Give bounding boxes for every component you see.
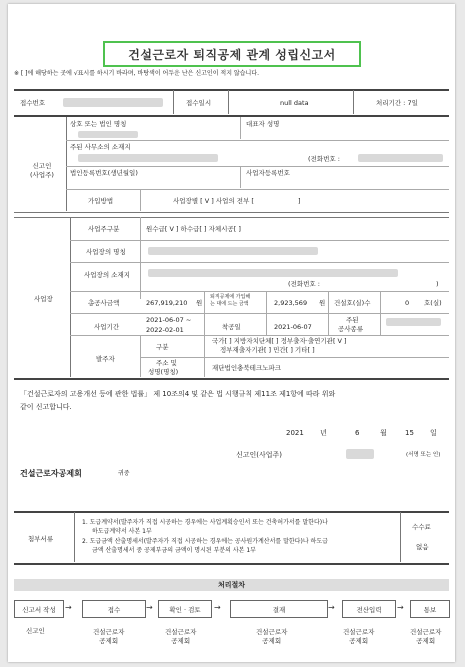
- attachment-1b: 하도급계약서 사본 1부: [92, 528, 152, 535]
- declarant-section-label: 신고인 (사업주): [30, 162, 54, 180]
- total-cost-label: 총공사금액: [88, 299, 120, 307]
- total-cost-unit: 원: [196, 299, 203, 307]
- orderer-address-label-1: 주소 및: [156, 359, 177, 367]
- office-phone-label: (전화번호 :: [308, 155, 340, 163]
- arrow-right-icon: →: [214, 603, 221, 612]
- start-date-value: 2021-06-07: [274, 323, 312, 331]
- recipient-name: 건설근로자공제회: [20, 469, 82, 478]
- rule: [14, 89, 449, 91]
- office-address-label: 주된 사무소의 소재지: [70, 143, 131, 151]
- representative-label: 대표자 성명: [246, 120, 280, 128]
- actor-association: 건설근로자 공제회: [256, 628, 288, 646]
- building-count-label: 건설호(실)수: [334, 299, 371, 307]
- arrow-right-icon: →: [397, 603, 404, 612]
- business-reg-label: 사업자등록번호: [246, 169, 290, 177]
- orderer-label: 발주자: [96, 355, 115, 363]
- building-count-unit: 호(실): [424, 299, 442, 307]
- retirement-unit: 원: [319, 299, 326, 307]
- date-day-unit: 일: [430, 429, 437, 437]
- company-name-label: 상호 또는 법인 명칭: [70, 120, 127, 128]
- work-type-label-1: 주된: [346, 316, 359, 324]
- attachment-2a: 2. 도급금액 산출명세서(발주자가 직접 시공하는 경우에는 공사원가계산서를 말한다)나 하도급: [82, 538, 328, 545]
- attachments-label: 첨부서류: [28, 535, 54, 543]
- start-date-label: 착공일: [222, 323, 241, 331]
- orderer-address-value: 재단법인충북테크노파크: [212, 364, 282, 372]
- site-phone-close: ): [436, 280, 439, 288]
- date-day: 15: [405, 429, 414, 437]
- signer-label: 신고인(사업주): [236, 451, 283, 459]
- joined-value: 사업장별 [ V ] 사업의 전부 [: [173, 197, 254, 205]
- orderer-type-label: 구분: [156, 343, 169, 351]
- date-year: 2021: [286, 429, 304, 437]
- signature-hint: (서명 또는 인): [406, 452, 441, 458]
- project-period-end: 2022-02-01: [146, 326, 184, 334]
- statement-line-1: 「건설근로자의 고용개선 등에 관한 법률」 제 10조의4 및 같은 법 시행규칙 제11조 제1항에 따라 위와: [20, 390, 336, 398]
- joined-label: 가입방법: [88, 197, 114, 205]
- actor-declarant: 신고인: [26, 627, 45, 635]
- orderer-type-row-2: 정부재출자기관[ ] 민간[ ] 기타[ ]: [220, 346, 315, 354]
- actor-association: 건설근로자 공제회: [93, 628, 125, 646]
- redacted-site-address: [148, 269, 398, 277]
- employer-type-value: 원수급[ V ] 하수급[ ] 자체시공[ ]: [146, 225, 241, 233]
- step-approval: 결재: [230, 600, 328, 618]
- processing-period: 처리기간 : 7일: [376, 99, 418, 107]
- document-page: [8, 4, 455, 662]
- work-type-label-2: 공사종류: [338, 325, 364, 333]
- arrow-right-icon: →: [65, 603, 72, 612]
- redacted-receipt-number: [63, 98, 163, 107]
- date-month: 6: [355, 429, 360, 437]
- actor-association: 건설근로자 공제회: [165, 628, 197, 646]
- process-title: 처리절차: [14, 579, 449, 591]
- corp-reg-label: 법인등록번호(생년월일): [70, 169, 138, 177]
- site-phone-label: (전화번호 :: [288, 280, 320, 288]
- site-section-label: 사업장: [34, 295, 53, 303]
- retirement-value: 2,923,569: [274, 299, 308, 307]
- retirement-label-1: 퇴직공제에 가입해: [210, 294, 251, 300]
- redacted-signer-name: [346, 449, 374, 459]
- project-period-start: 2021-06-07 ~: [146, 316, 192, 324]
- fee-label: 수수료: [412, 523, 431, 531]
- redacted-office-address: [78, 154, 218, 162]
- redacted-office-phone: [358, 154, 443, 162]
- step-data-entry: 전산입력: [342, 600, 396, 618]
- form-title: 건설근로자 퇴직공제 관계 성립신고서: [103, 41, 361, 67]
- actor-association: 건설근로자 공제회: [343, 628, 375, 646]
- actor-association: 건설근로자 공제회: [410, 628, 442, 646]
- site-address-label: 사업장의 소재지: [84, 271, 131, 279]
- joined-close: ]: [298, 197, 301, 205]
- step-write-form: 신고서 작성: [14, 600, 64, 618]
- statement-line-2: 같이 신고합니다.: [20, 403, 72, 411]
- employer-type-label: 사업주구분: [88, 225, 120, 233]
- total-cost-value: 267,919,210: [146, 299, 188, 307]
- site-name-label: 사업장의 명칭: [86, 248, 126, 256]
- arrow-right-icon: →: [146, 603, 153, 612]
- arrow-right-icon: →: [328, 603, 335, 612]
- recipient-suffix: 귀중: [118, 470, 130, 477]
- date-month-unit: 월: [380, 429, 387, 437]
- fee-value: 없음: [416, 543, 429, 551]
- receipt-date-value: null data: [280, 99, 309, 107]
- receipt-number-label: 접수번호: [20, 99, 46, 107]
- redacted-site-name: [148, 247, 318, 255]
- step-notify: 통보: [410, 600, 450, 618]
- attachment-1a: 1. 도급계약서(발주자가 직접 시공하는 경우에는 사업계획승인서 또는 건축허가서를 말한다)나: [82, 519, 328, 526]
- date-year-unit: 년: [320, 429, 327, 437]
- project-period-label: 사업기간: [94, 323, 120, 331]
- step-review: 확인 · 검토: [158, 600, 212, 618]
- attachment-2b: 금액 산출명세서 중 공제부금의 금액이 명시된 부분의 사본 1부: [92, 547, 256, 554]
- instruction-note: ※ [ ]에 해당하는 곳에 √표시를 하시기 바라며, 바탕색이 어두운 난은 신고인이 적지 않습니다.: [14, 70, 260, 77]
- orderer-address-label-2: 성명(명칭): [148, 368, 179, 376]
- step-receive: 접수: [82, 600, 146, 618]
- building-count-value: 0: [405, 299, 410, 307]
- receipt-date-label: 접수일시: [186, 99, 212, 107]
- redacted-work-type: [386, 318, 441, 326]
- retirement-label-2: 는 대에 드는 금액: [210, 301, 249, 307]
- orderer-type-row-1: 국가[ ] 지방자치단체[ ] 정부출자·출연기관[ V ]: [212, 337, 347, 345]
- redacted-company-name: [78, 131, 138, 138]
